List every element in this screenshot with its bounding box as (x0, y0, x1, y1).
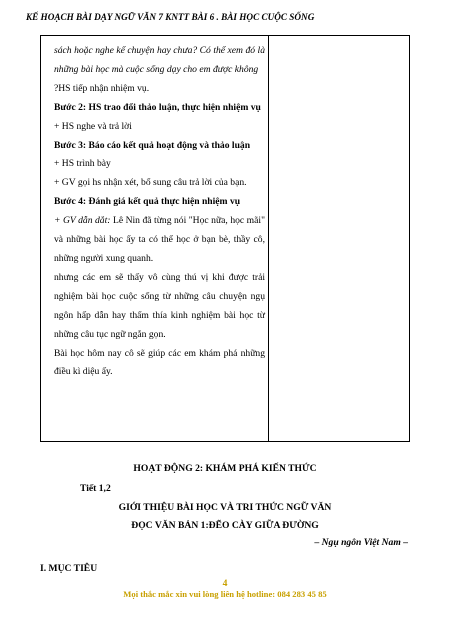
column-divider (268, 36, 269, 441)
step4-prefix: + GV dẫn dắt: (54, 215, 111, 227)
step4-text3: Bài học hôm nay cô sẽ giúp các em khám phá những điều kì diệu ấy. (54, 347, 265, 378)
step4-title: Bước 4: Đánh giá kết quả thực hiện nhiệm vụ (54, 196, 241, 208)
activity-cell (54, 42, 265, 382)
author-attribution: – Ngụ ngôn Việt Nam – (314, 537, 408, 548)
step2-title: Bước 2: HS trao đổi thảo luận, thực hiện nhiệm vụ (54, 101, 261, 113)
prompt-question: sách hoặc nghe kể chuyện hay chưa? Có thể xem đó là những bài học mà cuộc sống dạy cho em được không (54, 45, 265, 75)
step2-item: + HS nghe và trả lời (54, 120, 132, 132)
page-number: 4 (222, 578, 228, 589)
step4-text2: nhưng các em sẽ thấy vô cùng thú vị khi được trải nghiệm bài học cuộc sống từ những câu chuyện ngụ ngôn hấp dẫn hay thấm thía kinh nghiệm bài học từ những câu tục ngữ ngắn gọn. (54, 271, 265, 340)
step3-item-comment: + GV gọi hs nhận xét, bổ sung câu trả lời của bạn. (54, 177, 247, 189)
lesson-period: Tiết 1,2 (80, 483, 111, 494)
section-heading: I. MỤC TIÊU (40, 563, 98, 574)
lesson-table (40, 35, 410, 442)
step3-item-present: + HS trình bày (54, 158, 111, 170)
footer-hotline: Mọi thắc mắc xin vui lòng liên hệ hotline: 084 283 45 85 (123, 589, 327, 599)
step3-title: Bước 3: Báo cáo kết quả hoạt động và thảo luận (54, 139, 251, 151)
step4-intro (54, 212, 265, 269)
step4-text1: Lê Nin đã từng nói "Học nữa, học mãi" và những bài học ấy ta có thể học ở bạn bè, thầy cô, những người xung quanh. (54, 215, 265, 264)
task-receive-text: ?HS tiếp nhận nhiệm vụ. (54, 82, 150, 94)
intro-title: GIỚI THIỆU BÀI HỌC VÀ TRI THỨC NGỮ VĂN (118, 502, 332, 513)
activity-title: HOẠT ĐỘNG 2: KHÁM PHÁ KIẾN THỨC (133, 463, 317, 474)
reading-title: ĐỌC VĂN BẢN 1:ĐẼO CÀY GIỮA ĐƯỜNG (131, 520, 319, 531)
document-header: KẾ HOẠCH BÀI DẠY NGỮ VĂN 7 KNTT BÀI 6 . BÀI HỌC CUỘC SỐNG (26, 12, 315, 22)
